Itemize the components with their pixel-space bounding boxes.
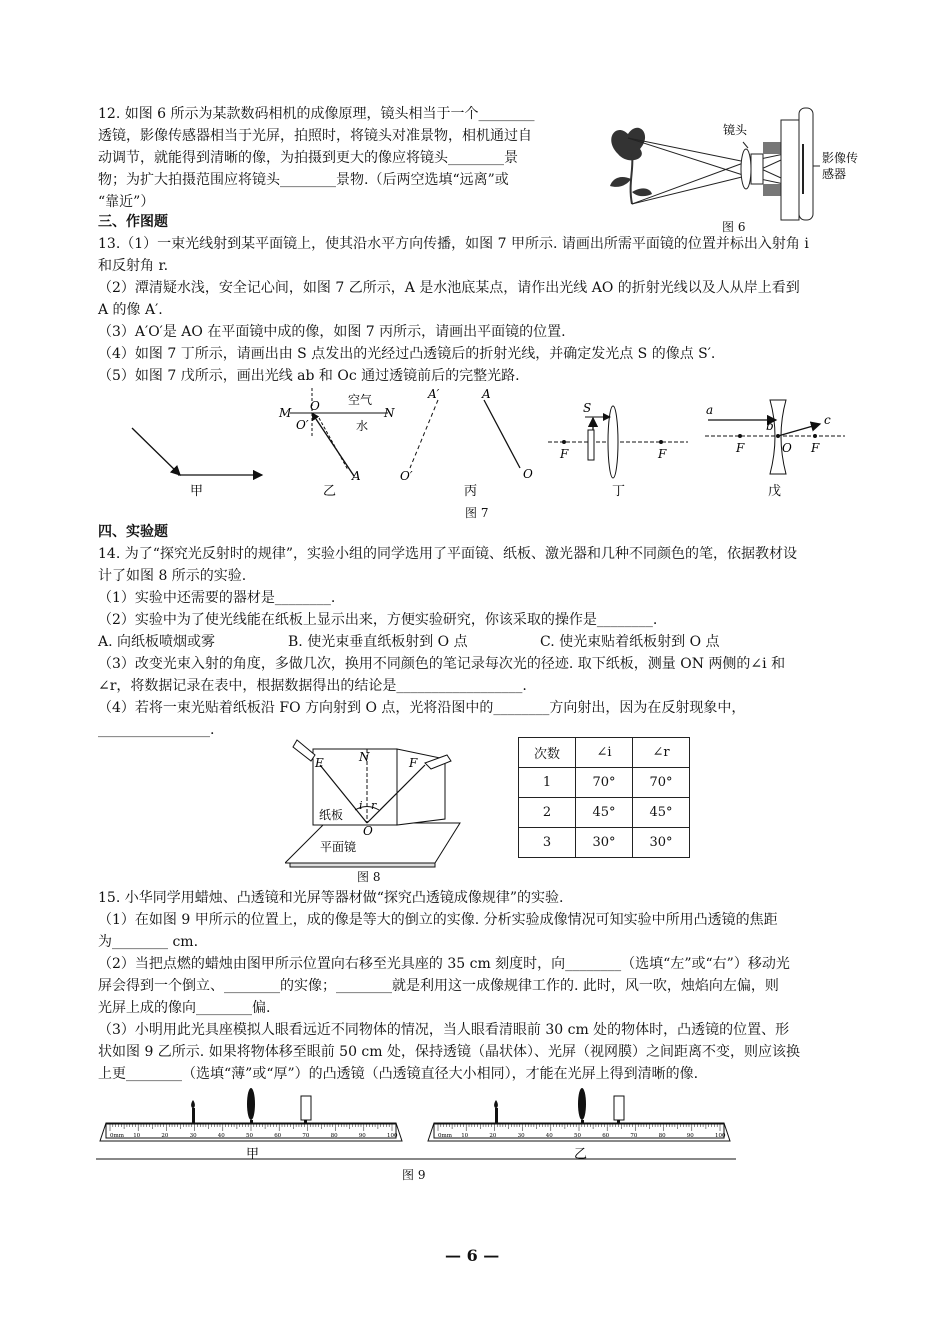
table-header-row (519, 738, 690, 768)
figure-7 (120, 388, 860, 518)
ruler-tick-label: 50 (246, 1133, 253, 1139)
ruler-tick-label: 20 (161, 1133, 169, 1139)
fig7-ding-F-right: F (658, 447, 667, 461)
fig7-jia (132, 428, 262, 499)
ruler-tick-label: 20 (489, 1133, 497, 1139)
ruler-tick-label: 60 (602, 1133, 610, 1139)
table-cell: 2 (519, 798, 576, 828)
q12-line-4: 物；为扩大拍摄范围应将镜头________景物.（后两空选填“远离”或 (98, 172, 509, 188)
q13-line-3: （2）潭清疑水浅，安全记心间，如图 7 乙所示，A 是水池底某点，请作出光线 AO 的折射光线以及人从岸上看到 (98, 280, 800, 296)
table-header: ∠i (576, 738, 633, 768)
fig7-bing-O: O (523, 467, 533, 481)
fig8-mirror-label: 平面镜 (320, 840, 357, 854)
fig7-yi-N: N (384, 406, 395, 420)
fig8-r: r (371, 799, 377, 812)
q12-line-2: 透镜，影像传感器相当于光屏，拍照时，将镜头对准景物，相机通过自 (98, 128, 532, 144)
table-cell: 45° (633, 798, 690, 828)
q15-line-1: 15. 小华同学用蜡烛、凸透镜和光屏等器材做“探究凸透镜成像规律”的实验. (98, 890, 564, 906)
fig7-yi-M: M (279, 406, 292, 420)
table-row (519, 768, 690, 798)
q14-line-3: （1）实验中还需要的器材是________. (98, 590, 336, 606)
figure-7-caption: 图 7 (465, 506, 489, 520)
fig7-ding-F-left: F (560, 447, 569, 461)
q14-line-4: （2）实验中为了使光线能在纸板上显示出来，方便实验研究，你该采取的操作是________. (98, 612, 658, 628)
q15-line-9: 上更________（选填“薄”或“厚”）的凸透镜（凸透镜直径大小相同），才能在光屏上得到清晰的像. (98, 1066, 699, 1082)
angle-data-table (518, 737, 690, 858)
fig7-wu-O: O (782, 441, 792, 455)
fig6-lens-label: 镜头 (723, 123, 748, 137)
figure-9-optical-benches (96, 1086, 736, 1166)
ruler-tick-label: 10 (461, 1133, 469, 1139)
fig8-N: N (359, 750, 370, 764)
table-cell: 1 (519, 768, 576, 798)
fig8-board-label: 纸板 (319, 808, 344, 822)
figure-6-caption: 图 6 (722, 220, 746, 234)
figure-8-caption: 图 8 (357, 870, 381, 884)
fig7-yi-Oprime: O′ (296, 418, 309, 432)
ruler-tick-label: 10 (133, 1133, 141, 1139)
q15-line-4: （2）当把点燃的蜡烛由图甲所示位置向右移至光具座的 35 cm 刻度时，向________（选填“左”或“右”）移动光 (98, 956, 790, 972)
fig7-bing-A: A (482, 388, 491, 401)
fig7-ding-S: S (583, 401, 592, 415)
ruler-tick-label: 0mm (110, 1133, 124, 1139)
ruler-tick-label: 30 (189, 1133, 197, 1139)
table-cell: 30° (633, 828, 690, 858)
ruler-tick-label: 80 (330, 1133, 338, 1139)
q13-line-4: A 的像 A′. (98, 302, 163, 318)
fig8-F: F (409, 756, 418, 770)
q12-line-5: “靠近”） (98, 194, 155, 210)
q14-line-8: ________________. (98, 722, 215, 738)
fig7-bing-label: 丙 (464, 484, 478, 499)
q14-option-a: A. 向纸板喷烟或雾 (98, 634, 216, 650)
fig7-jia-label: 甲 (190, 484, 204, 499)
table-cell: 45° (576, 798, 633, 828)
fig9-yi-label: 乙 (574, 1147, 588, 1162)
fig7-bing (400, 388, 533, 499)
figure-6-camera (598, 104, 880, 222)
fig7-bing-Aprime: A′ (428, 388, 440, 401)
fig7-wu-F-left: F (736, 441, 745, 455)
q14-line-6: ∠r，将数据记录在表中，根据数据得出的结论是__________________. (98, 678, 527, 694)
fig9-bench-yi (428, 1088, 730, 1141)
q14-option-c: C. 使光束贴着纸板射到 O 点 (540, 634, 720, 650)
ruler-tick-label: 0mm (438, 1133, 452, 1139)
fig8-O: O (363, 824, 373, 838)
fig7-wu-a: a (706, 403, 714, 417)
fig7-wu-b: b (766, 419, 774, 433)
q12-line-1: 12. 如图 6 所示为某款数码相机的成像原理，镜头相当于一个________ (98, 106, 535, 122)
q14-line-7: （4）若将一束光贴着纸板沿 FO 方向射到 O 点，光将沿图中的________方向射出，因为在反射现象中， (98, 700, 746, 716)
ruler-tick-label: 50 (574, 1133, 581, 1139)
section-4-title: 四、实验题 (98, 524, 168, 540)
ruler-tick-label: 40 (545, 1133, 553, 1139)
table-header: ∠r (633, 738, 690, 768)
page-number: — 6 — (445, 1246, 500, 1265)
ruler-tick-label: 100 (715, 1133, 726, 1139)
ruler-tick-label: 40 (217, 1133, 225, 1139)
fig7-ding-label: 丁 (612, 484, 626, 499)
ruler-tick-label: 90 (358, 1133, 366, 1139)
ruler-tick-label: 30 (517, 1133, 525, 1139)
fig7-yi-water: 水 (356, 419, 369, 433)
fig7-ding (548, 401, 688, 499)
q14-line-5: （3）改变光束入射的角度，多做几次，换用不同颜色的笔记录每次光的径迹. 取下纸板，测量 ON 两侧的∠i 和 (98, 656, 786, 672)
q14-line-1: 14. 为了“探究光反射时的规律”，实验小组的同学选用了平面镜、纸板、激光器和几种不同颜色的笔，依据教材设 (98, 546, 798, 562)
q15-line-7: （3）小明用此光具座模拟人眼看远近不同物体的情况，当人眼看清眼前 30 cm 处的物体时，凸透镜的位置、形 (98, 1022, 790, 1038)
q13-line-2: 和反射角 r. (98, 258, 169, 274)
fig7-wu-label: 戊 (768, 484, 782, 499)
q15-line-6: 光屏上成的像向________偏. (98, 1000, 271, 1016)
fig6-sensor-label-1: 影像传 (822, 151, 859, 165)
q15-line-5: 屏会得到一个倒立、________的实像；________就是利用这一成像规律工作的. 此时，风一吹，烛焰向左偏，则 (98, 978, 779, 994)
q13-line-6: （4）如图 7 丁所示，请画出由 S 点发出的光经过凸透镜后的折射光线，并确定发光点 S 的像点 S′. (98, 346, 716, 362)
q12-line-3: 动调节，就能得到清晰的像，为拍摄到更大的像应将镜头________景 (98, 150, 518, 166)
fig7-bing-Oprime: O′ (400, 469, 413, 483)
q14-line-2: 计了如图 8 所示的实验. (98, 568, 247, 584)
ruler-tick-label: 70 (630, 1133, 638, 1139)
ruler-tick-label: 80 (658, 1133, 666, 1139)
table-header: 次数 (519, 738, 576, 768)
q13-line-5: （3）A′O′是 AO 在平面镜中成的像，如图 7 丙所示，请画出平面镜的位置. (98, 324, 566, 340)
ruler-tick-label: 70 (302, 1133, 310, 1139)
fig7-yi-A: A (352, 469, 361, 483)
fig7-yi-O: O (310, 399, 320, 413)
fig8-i: i (359, 799, 363, 812)
q14-option-b: B. 使光束垂直纸板射到 O 点 (288, 634, 468, 650)
q15-line-2: （1）在如图 9 甲所示的位置上，成的像是等大的倒立的实像. 分析实验成像情况可知实验中所用凸透镜的焦距 (98, 912, 778, 928)
ruler-tick-label: 100 (387, 1133, 398, 1139)
table-cell: 70° (633, 768, 690, 798)
table-row (519, 798, 690, 828)
q15-line-8: 状如图 9 乙所示. 如果将物体移至眼前 50 cm 处，保持透镜（晶状体）、光屏（视网膜）之间距离不变，则应该换 (98, 1044, 800, 1060)
fig8-E: E (315, 756, 324, 770)
table-cell: 30° (576, 828, 633, 858)
figure-8 (285, 735, 475, 870)
q13-line-7: （5）如图 7 戊所示，画出光线 ab 和 Oc 通过透镜前后的完整光路. (98, 368, 520, 384)
table-cell: 70° (576, 768, 633, 798)
fig9-jia-label: 甲 (246, 1147, 260, 1162)
table-cell: 3 (519, 828, 576, 858)
fig7-yi (278, 388, 395, 499)
q13-line-1: 13.（1）一束光线射到某平面镜上，使其沿水平方向传播，如图 7 甲所示. 请画出所需平面镜的位置并标出入射角 i (98, 236, 809, 252)
fig7-yi-label: 乙 (323, 484, 337, 499)
q15-line-3: 为________ cm. (98, 934, 199, 950)
fig6-sensor-label-2: 感器 (822, 167, 847, 181)
fig7-wu-c: c (824, 413, 831, 427)
fig7-wu-F-right: F (811, 441, 820, 455)
ruler-tick-label: 90 (686, 1133, 694, 1139)
fig9-bench-jia (100, 1088, 402, 1141)
fig7-yi-air: 空气 (348, 393, 373, 407)
figure-9-caption: 图 9 (402, 1168, 426, 1182)
table-row (519, 828, 690, 858)
ruler-tick-label: 60 (274, 1133, 282, 1139)
section-3-title: 三、作图题 (98, 214, 168, 230)
fig7-wu (705, 400, 845, 499)
